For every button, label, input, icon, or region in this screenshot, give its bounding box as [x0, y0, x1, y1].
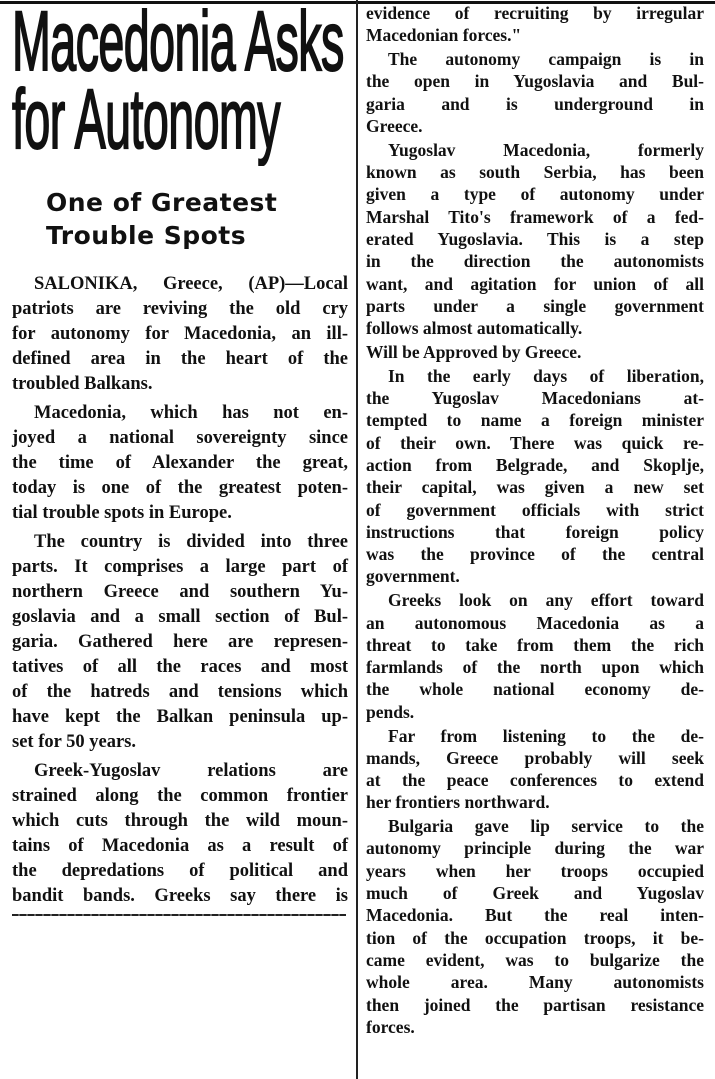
- text-line: want, and agitation for union of all: [366, 273, 704, 294]
- text-line: SALONIKA, Greece, (AP)—Local: [34, 274, 348, 294]
- text-line: patriots are reviving the old cry: [12, 299, 348, 319]
- article-paragraph: [366, 48, 704, 137]
- text-line: known as south Serbia, has been: [366, 162, 704, 183]
- text-line: garia. Gathered here are represen-: [12, 632, 348, 652]
- text-line: which cuts through the wild moun-: [12, 811, 348, 831]
- text-line: have kept the Balkan peninsula up-: [12, 707, 348, 727]
- text-line: the depredations of political and: [12, 861, 348, 881]
- article-paragraph: [366, 815, 704, 1038]
- text-line: tains of Macedonia as a result of: [12, 836, 348, 856]
- column-rule: [356, 0, 358, 1079]
- column-end-rule: [12, 914, 346, 916]
- text-line: the Yugoslav Macedonians at-: [366, 388, 704, 409]
- text-line: Will be Approved by Greece.: [366, 341, 582, 362]
- text-line: pends.: [366, 701, 415, 722]
- subheadline-line: Trouble Spots: [46, 221, 247, 250]
- text-line: of government officials with strict: [366, 499, 704, 520]
- text-line: bandit bands. Greeks say there is: [12, 886, 348, 906]
- text-line: the whole national economy de-: [366, 679, 704, 700]
- article-paragraph: [366, 2, 704, 47]
- article-paragraph: [12, 759, 348, 909]
- text-line: troubled Balkans.: [12, 374, 153, 394]
- text-line: Macedonia, which has not en-: [34, 403, 348, 423]
- article-paragraph: [366, 365, 704, 588]
- text-line: Greeks look on any effort toward: [388, 590, 704, 611]
- text-line: In the early days of liberation,: [388, 365, 704, 386]
- text-line: northern Greece and southern Yu-: [12, 582, 348, 602]
- subheadline: [46, 186, 277, 252]
- headline: [12, 0, 345, 166]
- right-column: [366, 2, 704, 1040]
- text-line: came evident, was to bulgarize the: [366, 949, 704, 970]
- text-line: The autonomy campaign is in: [388, 49, 704, 70]
- text-line: Greece.: [366, 115, 423, 136]
- text-line: autonomy principle during the war: [366, 838, 704, 859]
- text-line: whole area. Many autonomists: [366, 972, 704, 993]
- headline-line: for Autonomy: [12, 72, 281, 166]
- text-line: set for 50 years.: [12, 732, 136, 752]
- text-line: Yugoslav Macedonia, formerly: [388, 139, 704, 160]
- text-line: today is one of the greatest poten-: [12, 478, 348, 498]
- text-line: tatives of all the races and most: [12, 657, 348, 677]
- text-line: joyed a national sovereignty since: [12, 428, 348, 448]
- article-paragraph: [366, 725, 704, 814]
- text-line: defined area in the heart of the: [12, 349, 348, 369]
- text-line: tial trouble spots in Europe.: [12, 503, 232, 523]
- headline-line: Macedonia Asks: [12, 0, 344, 88]
- text-line: tempted to name a foreign minister: [366, 410, 704, 431]
- text-line: action from Belgrade, and Skoplje,: [366, 454, 704, 475]
- section-subhead: [366, 341, 704, 363]
- text-line: of the hatreds and tensions which: [12, 682, 348, 702]
- text-line: goslavia and a small section of Bul-: [12, 607, 348, 627]
- text-line: Macedonia. But the real inten-: [366, 905, 704, 926]
- text-line: evidence of recruiting by irregular: [366, 3, 704, 23]
- text-line: Far from listening to the de-: [388, 725, 704, 746]
- subheadline-line: One of Greatest: [46, 188, 278, 217]
- text-line: Macedonian forces.": [366, 25, 522, 46]
- text-line: forces.: [366, 1016, 415, 1037]
- text-line: strained along the common frontier: [12, 786, 348, 806]
- left-column: [12, 272, 348, 913]
- text-line: garia and is underground in: [366, 93, 704, 114]
- text-line: an autonomous Macedonia as a: [366, 612, 704, 633]
- text-line: for autonomy for Macedonia, an ill-: [12, 324, 348, 344]
- text-line: of their own. There was quick re-: [366, 432, 704, 453]
- text-line: parts under a single government: [366, 295, 704, 316]
- text-line: farmlands of the north upon which: [366, 657, 704, 678]
- text-line: in the direction the autonomists: [366, 251, 704, 272]
- text-line: the open in Yugoslavia and Bul-: [366, 71, 704, 92]
- text-line: the time of Alexander the great,: [12, 453, 348, 473]
- article-paragraph: [12, 272, 348, 397]
- text-line: her frontiers northward.: [366, 792, 550, 813]
- text-line: threat to take from them the rich: [366, 634, 704, 655]
- article-paragraph: [12, 530, 348, 755]
- text-line: government.: [366, 566, 460, 587]
- article-paragraph: [366, 139, 704, 340]
- article-paragraph: [12, 401, 348, 526]
- text-line: instructions that foreign policy: [366, 521, 704, 542]
- text-line: mands, Greece probably will seek: [366, 747, 704, 768]
- text-line: tion of the occupation troops, it be-: [366, 927, 704, 948]
- text-line: at the peace conferences to extend: [366, 770, 704, 791]
- article-paragraph: [366, 589, 704, 723]
- text-line: parts. It comprises a large part of: [12, 557, 348, 577]
- text-line: then joined the partisan resistance: [366, 994, 704, 1015]
- text-line: much of Greek and Yugoslav: [366, 883, 704, 904]
- text-line: was the province of the central: [366, 544, 704, 565]
- text-line: follows almost automatically.: [366, 318, 583, 339]
- text-line: given a type of autonomy under: [366, 184, 704, 205]
- text-line: erated Yugoslavia. This is a step: [366, 228, 704, 249]
- text-line: years when her troops occupied: [366, 860, 704, 881]
- text-line: their capital, was given a new set: [366, 477, 704, 498]
- text-line: The country is divided into three: [34, 532, 348, 552]
- text-line: Bulgaria gave lip service to the: [388, 816, 704, 837]
- text-line: Marshal Tito's framework of a fed-: [366, 206, 704, 227]
- text-line: Greek-Yugoslav relations are: [34, 761, 348, 781]
